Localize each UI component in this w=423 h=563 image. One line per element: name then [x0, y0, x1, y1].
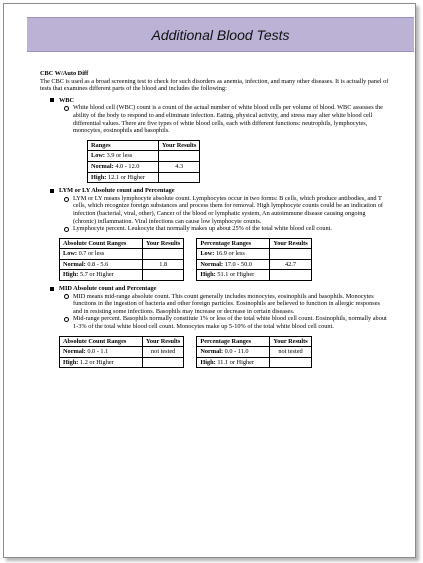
- range-value: 0.0 - 11.0: [224, 348, 249, 356]
- range-cell: [197, 249, 270, 260]
- mid-section: [40, 285, 390, 368]
- page-title: Additional Blood Tests: [151, 26, 290, 43]
- table-row: [60, 357, 184, 368]
- list-item: [64, 225, 390, 233]
- range-cell: [88, 151, 159, 162]
- table-header-row: [60, 336, 184, 347]
- wbc-tables: [87, 140, 390, 183]
- mid-heading: [50, 285, 390, 293]
- table-row: [197, 347, 311, 358]
- range-value: 3.9 or less: [106, 152, 133, 160]
- table-row: [60, 347, 184, 358]
- mid-absolute-table: [59, 336, 184, 369]
- mid-tables: [59, 336, 390, 369]
- result-cell: [143, 357, 184, 368]
- table-header-row: [88, 140, 200, 151]
- circle-bullet-icon: [64, 106, 69, 111]
- lym-title: LYM or LY Absolute count and Percentage: [59, 187, 175, 195]
- table-row: [60, 270, 184, 281]
- result-cell: [143, 249, 184, 260]
- result-cell: [270, 249, 311, 260]
- table-row: [60, 259, 184, 270]
- range-label: Low:: [91, 152, 105, 160]
- range-value: 0.8 - 5.6: [87, 260, 109, 268]
- square-bullet-icon: [50, 98, 54, 102]
- wbc-table: [87, 140, 200, 183]
- range-value: 51.1 or Higher: [217, 271, 255, 279]
- square-bullet-icon: [50, 287, 54, 291]
- mid-title: MID Absolute count and Percentage: [59, 285, 157, 293]
- range-cell: [60, 347, 143, 358]
- circle-bullet-icon: [64, 294, 69, 299]
- range-label: Low:: [63, 250, 77, 258]
- range-label: Normal:: [200, 348, 224, 356]
- range-value: 4.0 - 12.0: [115, 162, 140, 170]
- result-cell: [270, 270, 311, 281]
- list-item: [64, 315, 390, 330]
- wbc-section: [40, 97, 390, 183]
- header-banner: [27, 17, 414, 52]
- lym-percent-description: Lymphocyte percent. Leukocyte that normally makes up about 25% of the total white blood cell count.: [73, 225, 332, 233]
- wbc-items: [64, 104, 390, 134]
- square-bullet-icon: [50, 189, 54, 193]
- lym-tables: [59, 238, 390, 281]
- cbc-intro: The CBC is used as a broad screening test to check for such disorders as anemia, infection, and many other diseases. It is actually panel of tests that examines different parts of the blood and includes the following:: [40, 77, 389, 93]
- mid-percent-table: [196, 336, 311, 369]
- document-body: [40, 70, 390, 368]
- table-header-cell: Absolute Count Ranges: [60, 336, 143, 347]
- result-cell: [143, 270, 184, 281]
- range-value: 0.0 - 1.1: [87, 348, 109, 356]
- range-cell: [60, 259, 143, 270]
- table-header-cell: Percentage Ranges: [197, 336, 270, 347]
- result-cell: 42.7: [270, 259, 311, 270]
- table-row: [197, 249, 311, 260]
- range-label: High:: [91, 173, 107, 181]
- table-header-row: [60, 238, 184, 249]
- lym-heading: [50, 187, 390, 195]
- lym-section: [40, 187, 390, 281]
- range-cell: [88, 172, 159, 183]
- range-cell: [197, 270, 270, 281]
- cbc-title: CBC W/Auto Diff: [40, 70, 89, 77]
- range-label: Low:: [200, 250, 215, 258]
- list-item: [64, 104, 390, 134]
- result-cell: 1.8: [143, 259, 184, 270]
- range-cell: [60, 270, 143, 281]
- table-header-cell: Ranges: [88, 140, 159, 151]
- list-item: [64, 293, 390, 316]
- lym-items: [64, 195, 390, 233]
- table-row: [60, 249, 184, 260]
- range-value: 1.2 or Higher: [79, 358, 114, 366]
- table-header-cell: Your Results: [143, 336, 184, 347]
- result-cell: [270, 357, 311, 368]
- range-label: Normal:: [200, 260, 224, 268]
- range-cell: [197, 347, 270, 358]
- range-value: 12.1 or Higher: [107, 173, 145, 181]
- result-cell: not tested: [270, 347, 311, 358]
- circle-bullet-icon: [64, 227, 69, 232]
- table-row: [88, 172, 200, 183]
- lym-absolute-table: [59, 238, 184, 281]
- table-header-cell: Your Results: [143, 238, 184, 249]
- wbc-heading: [50, 97, 390, 105]
- table-header-cell: Percentage Ranges: [197, 238, 270, 249]
- range-value: 16.9 or less: [215, 250, 245, 258]
- range-label: High:: [200, 358, 216, 366]
- result-cell: [159, 151, 200, 162]
- range-label: High:: [200, 271, 216, 279]
- result-cell: 4.3: [159, 161, 200, 172]
- table-row: [88, 151, 200, 162]
- table-header-cell: Absolute Count Ranges: [60, 238, 143, 249]
- circle-bullet-icon: [64, 317, 69, 322]
- wbc-description: White blood cell (WBC) count is a count of the actual number of white blood cells per volume of blood. WBC assesses the ability of the body to respond to and eliminate infection. Eating, physical activity, and stress may alter white blood cell differential values. There are five types of white blood cells, each with different functions: neutrophils, lymphocytes, monocytes, eosinophils and basophils.: [73, 104, 383, 135]
- result-cell: not tested: [143, 347, 184, 358]
- table-row: [88, 161, 200, 172]
- mid-percent-description: Mid-range percent. Basophils normally constitute 1% or less of the total white blood cell count. Eosinophils, normally about 1-3% of the total white blood cell count. Monocytes make up 5-10% of the total white blood cell count.: [73, 315, 387, 331]
- range-cell: [197, 259, 270, 270]
- table-header-cell: Your Results: [159, 140, 200, 151]
- range-cell: [60, 249, 143, 260]
- circle-bullet-icon: [64, 197, 69, 202]
- table-header-cell: Your Results: [270, 238, 311, 249]
- range-cell: [60, 357, 143, 368]
- range-label: Normal:: [63, 348, 86, 356]
- table-row: [197, 270, 311, 281]
- table-row: [197, 357, 311, 368]
- range-cell: [88, 161, 159, 172]
- lym-absolute-description: LYM or LY means lymphocyte absolute count. Lymphocytes occur in two forms: B cells, which produce antibodies, and T cells, which recognize foreign substances and process them for removal. High lymphocyte counts could be an indication of infection (bacterial, viral, other), Cancer of the blood or lymphatic system, An autoimmune disease causing ongoing (chronic) inflammation. Viral infections can cause low lymphocyte counts.: [73, 194, 384, 225]
- mid-items: [64, 293, 390, 331]
- range-value: 17.0 - 50.0: [224, 260, 252, 268]
- table-row: [197, 259, 311, 270]
- range-label: High:: [63, 271, 79, 279]
- table-header-row: [197, 238, 311, 249]
- list-item: [64, 195, 390, 225]
- mid-absolute-description: MID means mid-range absolute count. This count generally includes monocytes, eosinophils and basophils. Monocytes functions in the ingestion of bacteria and other foreign particles. Eosinophils are believed to function in allergic responses and in resisting some infections. Basophils may increase or decrease in certain diseases.: [73, 292, 380, 315]
- range-value: 5.7 or Higher: [79, 271, 114, 279]
- lym-percent-table: [196, 238, 311, 281]
- table-header-row: [197, 336, 311, 347]
- range-value: 0.7 or less: [78, 250, 105, 258]
- range-label: Normal:: [63, 260, 86, 268]
- range-value: 11.1 or Higher: [217, 358, 255, 366]
- range-label: High:: [63, 358, 79, 366]
- table-header-cell: Your Results: [270, 336, 311, 347]
- range-label: Normal:: [91, 162, 114, 170]
- cbc-section: [40, 70, 390, 93]
- range-cell: [197, 357, 270, 368]
- result-cell: [159, 172, 200, 183]
- wbc-title: WBC: [59, 96, 75, 104]
